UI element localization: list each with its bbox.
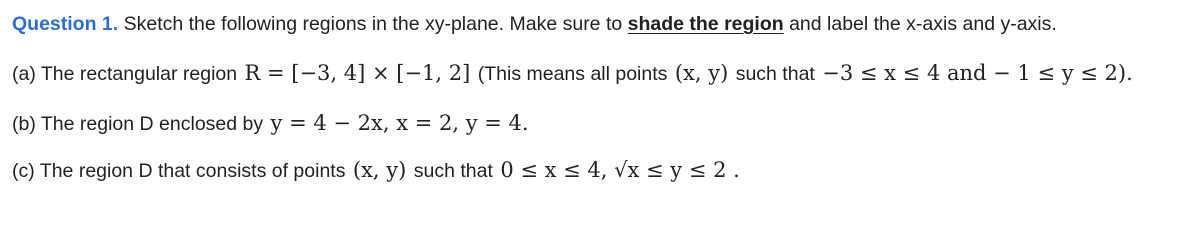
- part-a: [12, 60, 1135, 87]
- part-a-text-1: (a) The rectangular region: [12, 63, 243, 85]
- part-c-text-2: such that: [408, 160, 499, 182]
- part-a-text-3: such that: [730, 63, 821, 85]
- part-c-text-1: (c) The region D that consists of points: [12, 160, 351, 182]
- part-b-text-1: (b) The region D enclosed by: [12, 113, 269, 135]
- part-a-math-region: R = [−3, 4] × [−1, 2]: [244, 61, 471, 85]
- part-c-math-bounds: 0 ≤ x ≤ 4, √x ≤ y ≤ 2 .: [500, 158, 740, 182]
- part-c-math-point: (x, y): [352, 158, 407, 182]
- question-number: Question 1.: [12, 13, 119, 35]
- question-intro-text: Sketch the following regions in the xy-plane. Make sure to: [118, 13, 628, 35]
- part-b-math-boundaries: y = 4 − 2x, x = 2, y = 4.: [270, 111, 529, 135]
- part-c: [12, 157, 742, 184]
- part-b: [12, 110, 531, 137]
- shade-region-emphasis: shade the region: [627, 13, 784, 35]
- part-a-math-point: (x, y): [674, 61, 729, 85]
- question-intro: [12, 11, 1057, 37]
- question-intro-tail: and label the x-axis and y-axis.: [783, 13, 1057, 35]
- part-a-math-bounds: −3 ≤ x ≤ 4 and − 1 ≤ y ≤ 2).: [822, 61, 1133, 85]
- part-a-text-2: (This means all points: [472, 63, 673, 85]
